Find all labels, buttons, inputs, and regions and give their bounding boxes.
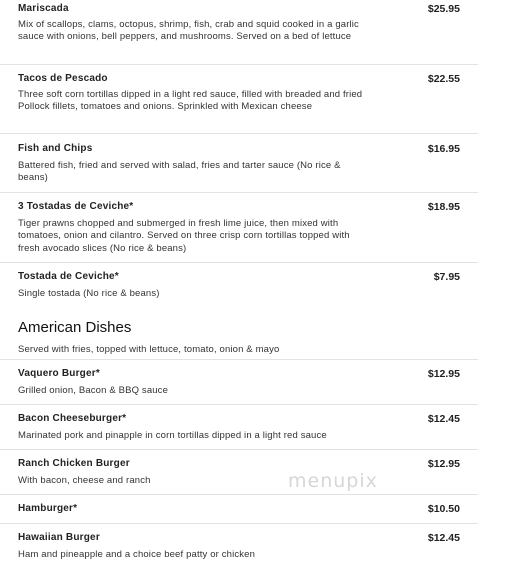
divider	[0, 404, 478, 405]
item-name: 3 Tostadas de Ceviche*	[18, 201, 134, 212]
section-title-american-dishes: American Dishes	[18, 319, 132, 336]
item-name: Hamburger*	[18, 503, 78, 514]
item-price: $12.95	[427, 368, 460, 380]
divider	[0, 133, 478, 134]
divider	[0, 359, 478, 360]
item-description: Single tostada (No rice & beans)	[18, 288, 160, 299]
divider	[0, 192, 478, 193]
item-price: $22.55	[427, 73, 460, 85]
item-name: Fish and Chips	[18, 143, 93, 154]
item-price: $12.45	[427, 413, 460, 425]
divider	[0, 64, 478, 65]
item-name: Tostada de Ceviche*	[18, 271, 119, 282]
divider	[0, 449, 478, 450]
item-name: Hawaiian Burger	[18, 532, 100, 543]
item-name: Tacos de Pescado	[18, 73, 108, 84]
item-name: Vaquero Burger*	[18, 368, 100, 379]
item-name: Bacon Cheeseburger*	[18, 413, 127, 424]
item-description: Ham and pineapple and a choice beef patty or chicken	[18, 549, 256, 560]
item-name: Ranch Chicken Burger	[18, 458, 130, 469]
divider	[0, 494, 478, 495]
menupix-watermark: menupix	[288, 470, 378, 492]
item-price: $7.95	[433, 271, 460, 283]
item-description: Three soft corn tortillas dipped in a light red sauce, filled with breaded and fried Pollock fillets, tomatoes and onions. Sprinkled with Mexican cheese	[18, 89, 363, 113]
section-description: Served with fries, topped with lettuce, tomato, onion & mayo	[18, 344, 280, 355]
item-price: $10.50	[427, 503, 460, 515]
item-description: Marinated pork and pinapple in corn tortillas dipped in a light red sauce	[18, 430, 327, 441]
divider	[0, 523, 478, 524]
item-name: Mariscada	[18, 3, 69, 14]
item-price: $12.95	[427, 458, 460, 470]
item-price: $25.95	[427, 3, 460, 15]
item-description: With bacon, cheese and ranch	[18, 475, 151, 486]
item-price: $12.45	[427, 532, 460, 544]
divider	[0, 262, 478, 263]
item-description: Grilled onion, Bacon & BBQ sauce	[18, 385, 169, 396]
item-price: $18.95	[427, 201, 460, 213]
item-description: Tiger prawns chopped and submerged in fresh lime juice, then mixed with tomatoes, onion and cilantro. Served on three crisp corn tortillas topped with fresh avocado slices (No rice & beans)	[18, 218, 350, 254]
item-description: Battered fish, fried and served with salad, fries and tarter sauce (No rice & beans)	[18, 160, 341, 184]
item-description: Mix of scallops, clams, octopus, shrimp, fish, crab and squid cooked in a garlic sauce with onions, bell peppers, and mushrooms. Served on a bed of lettuce	[18, 19, 359, 43]
item-price: $16.95	[427, 143, 460, 155]
